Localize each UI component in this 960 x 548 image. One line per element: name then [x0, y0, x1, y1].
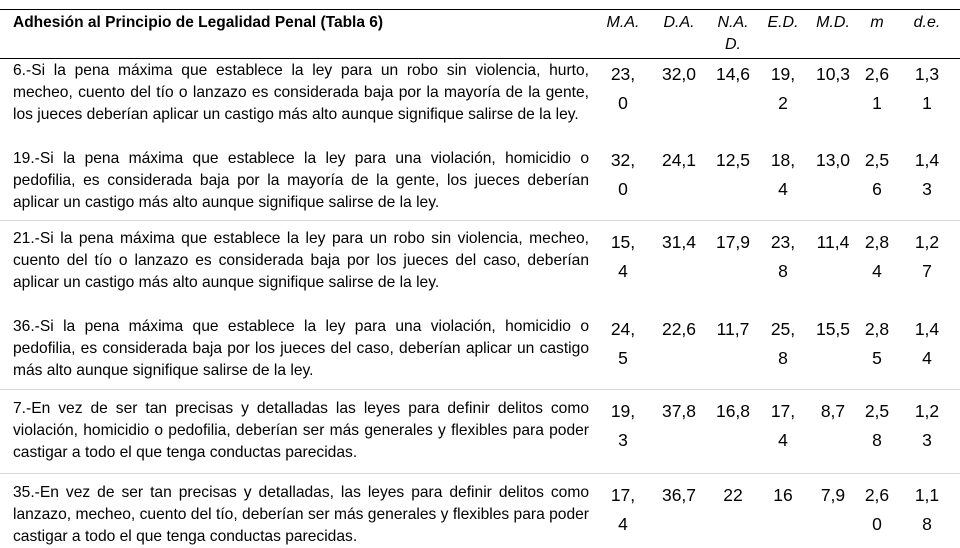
cell-ma: 15, 4: [610, 232, 636, 281]
cell-md: 15,5: [815, 319, 851, 339]
cell-na: 12,5: [715, 150, 751, 170]
header-da: D.A.: [663, 14, 695, 31]
header-m: m: [870, 14, 884, 31]
cell-da: 36,7: [661, 485, 697, 505]
cell-da: 31,4: [661, 232, 697, 252]
cell-de: 1,2 7: [914, 232, 940, 281]
cell-ma: 17, 4: [610, 485, 636, 534]
cell-da: 32,0: [661, 64, 697, 84]
header-md: M.D.: [816, 14, 850, 31]
row-divider: [0, 389, 960, 390]
cell-md: 13,0: [815, 150, 851, 170]
cell-m: 2,8 4: [864, 232, 890, 281]
cell-md: 7,9: [820, 485, 846, 505]
cell-m: 2,8 5: [864, 319, 890, 368]
cell-de: 1,4 3: [914, 150, 940, 199]
table-title: Adhesión al Principio de Legalidad Penal (Tabla 6): [13, 14, 384, 31]
header-border: [0, 58, 960, 59]
cell-de: 1,3 1: [914, 64, 940, 113]
cell-md: 11,4: [816, 232, 850, 252]
cell-ma: 24, 5: [610, 319, 636, 368]
cell-m: 2,5 8: [864, 401, 890, 450]
cell-de: 1,4 4: [914, 319, 940, 368]
cell-ed: 18, 4: [770, 150, 796, 199]
cell-m: 2,6 1: [864, 64, 890, 113]
cell-m: 2,6 0: [864, 485, 890, 534]
header-de: d.e.: [913, 14, 941, 31]
header-ma: M.A.: [606, 14, 640, 31]
cell-ma: 32, 0: [610, 150, 636, 199]
cell-da: 37,8: [661, 401, 697, 421]
row-divider: [0, 220, 960, 221]
cell-ed: 17, 4: [770, 401, 796, 450]
cell-da: 22,6: [661, 319, 697, 339]
cell-ed: 23, 8: [770, 232, 796, 281]
cell-na: 14,6: [715, 64, 751, 84]
cell-ed: 19, 2: [770, 64, 796, 113]
cell-na: 22: [723, 485, 743, 505]
question-text: 6.-Si la pena máxima que establece la ley para un robo sin violencia, hurto, mecheo, cuento del tío o lanzazo es considerada baja por la mayoría de la gente, los jueces deberían aplicar un castigo más alto aunque signifique salirse de la ley.: [13, 62, 589, 123]
header-na: N.A. D.: [717, 14, 749, 53]
cell-ed: 25, 8: [770, 319, 796, 368]
question-text: 19.-Si la pena máxima que establece la ley para una violación, homicidio o pedofilia, es considerada baja por la mayoría de la gente, los jueces deberían aplicar un castigo más alto aunque signifique salirse de la ley.: [13, 150, 589, 211]
top-border: [0, 9, 960, 10]
question-text: 36.-Si la pena máxima que establece la ley para una violación, homicidio o pedofilia, es considerada baja por los jueces del caso, deberían aplicar un castigo más alto aunque signifique salirse de la ley.: [13, 318, 589, 379]
row-divider: [0, 473, 960, 474]
header-ed: E.D.: [767, 14, 799, 31]
cell-ma: 23, 0: [610, 64, 636, 113]
cell-md: 8,7: [820, 401, 846, 421]
cell-da: 24,1: [661, 150, 697, 170]
question-text: 35.-En vez de ser tan precisas y detalladas, las leyes para definir delitos como lanzazo, mecheo, cuento del tío, deberían ser más generales y flexibles para poder castigar a todo el que tenga conductas parecidas.: [13, 484, 589, 545]
cell-na: 16,8: [715, 401, 751, 421]
cell-de: 1,2 3: [914, 401, 940, 450]
cell-de: 1,1 8: [914, 485, 940, 534]
cell-ed: 16: [773, 485, 793, 505]
cell-na: 17,9: [715, 232, 751, 252]
cell-ma: 19, 3: [610, 401, 636, 450]
cell-na: 11,7: [716, 319, 750, 339]
cell-md: 10,3: [815, 64, 851, 84]
cell-m: 2,5 6: [864, 150, 890, 199]
question-text: 7.-En vez de ser tan precisas y detalladas las leyes para definir delitos como violación, homicidio o pedofilia, deberían ser más generales y flexibles para poder castigar a todo el que tenga conductas parecidas.: [13, 400, 589, 461]
question-text: 21.-Si la pena máxima que establece la ley para un robo sin violencia, mecheo, cuento del tío o lanzazo es considerada baja por los jueces del caso, deberían aplicar un castigo más alto aunque signifique salirse de la ley.: [13, 230, 589, 291]
